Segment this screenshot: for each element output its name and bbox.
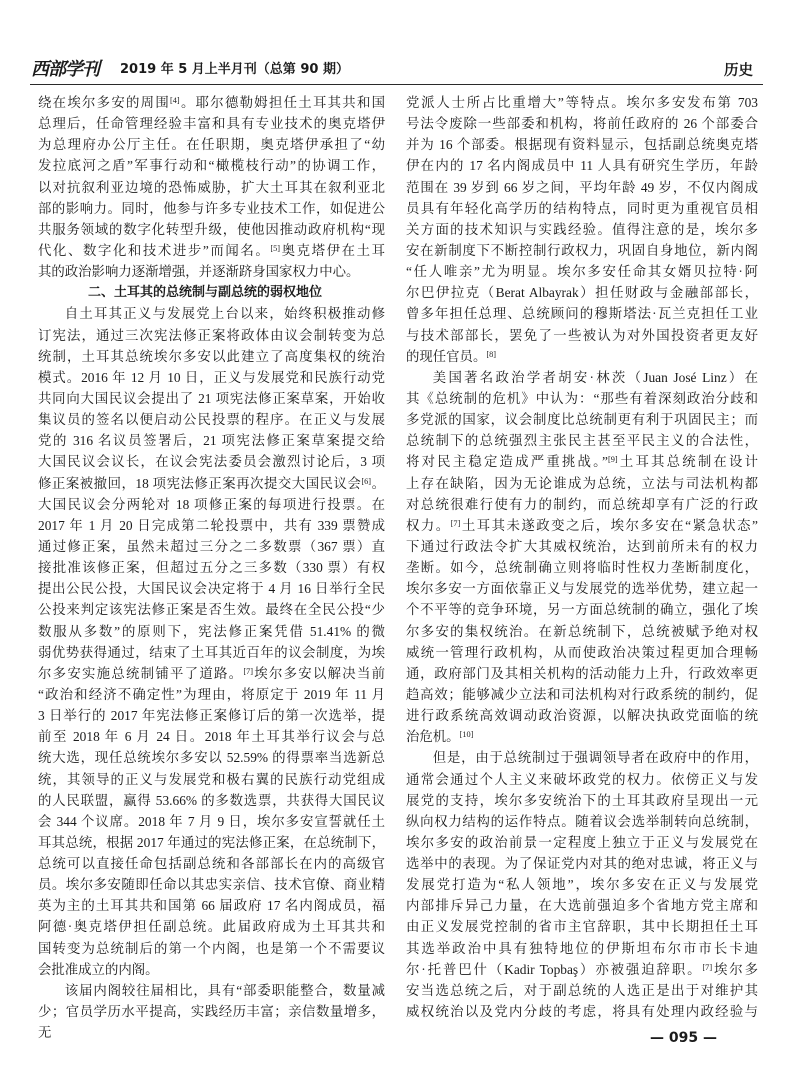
text-line: 国转变为总统制后的第一个内阁，也是第一个不需要议	[38, 940, 385, 956]
text-line: 个不平等的竞争环境，另一方面总统制的确立，强化了埃	[406, 602, 758, 618]
text-line: 接批准该修正案，但超过五分之三多数（330 票）有权	[38, 560, 385, 576]
text-line: 关方面的技术知识与实践经验。值得注意的是，埃尔多	[406, 221, 758, 237]
citation-marker: [7]	[702, 962, 713, 972]
text-line: 纵向权力结构的运作特点。随着议会选举制转向总统制，	[406, 813, 758, 829]
text-line: 尔多安实施总统制铺平了道路。[7]埃尔多安以解决当前	[38, 665, 386, 681]
text-line: 为总理府办公厅主任。在任职期，奥克塔伊承担了“幼	[38, 137, 385, 153]
text-line: 共服务领域的数字化转型升级，使他因推动政府机构“现	[38, 221, 385, 237]
text-line: 集议员的签名以便启动公民投票的程序。在正义与发展	[38, 412, 385, 428]
text-line: 其的政治影响力逐渐增强，并逐渐跻身国家权力中心。	[38, 264, 360, 280]
text-line: 总统制下的总统强烈主张民主甚至平民主义的合法性，	[406, 433, 758, 449]
text-line: 统制，土耳其总统埃尔多安以此建立了高度集权的统治	[38, 348, 385, 364]
text-line: 通，政府部门及其相关机构的活动能力上升，行政效率更	[406, 665, 758, 681]
citation-marker: [4]	[170, 95, 180, 105]
text-line: 前至 2018 年 6 月 24 日。2018 年土耳其举行议会与总	[38, 729, 385, 745]
text-line: 2017 年 1 月 20 日完成第二轮投票中，共有 339 票赞成	[38, 517, 385, 533]
text-line: 自土耳其正义与发展党上台以来，始终积极推动修	[64, 306, 385, 322]
text-line: 将对民主稳定造成严重挑战。”[9]土耳其总统制在设计	[406, 454, 758, 470]
text-line: “政治和经济不确定性”为理由，将原定于 2019 年 11 月	[38, 686, 385, 702]
text-line: 以对抗叙利亚边境的恐怖威胁，扩大土耳其在叙利亚北	[38, 179, 385, 195]
text-line: 共同向大国民议会提出了 21 项宪法修正案草案，开始收	[38, 390, 385, 406]
text-line: 阿德·奥克塔伊担任副总统。此届政府成为土耳其共和	[38, 919, 385, 935]
text-line: 部的影响力。同时，他参与许多专业技术工作，如促进公	[38, 200, 385, 216]
text-line: 3 日举行的 2017 年宪法修正案修订后的第一次选举，提	[38, 708, 385, 724]
text-line: 总统可以直接任命包括副总统和各部部长在内的高级官	[38, 856, 385, 872]
running-header	[30, 57, 763, 85]
text-line: 党派人士所占比重增大”等特点。埃尔多安发布第 703	[406, 95, 758, 110]
text-line: 提出公民公投，大国民议会决定将于 4 月 16 日举行全民	[38, 581, 385, 597]
text-line: 但是，由于总统制过于强调领导者在政府中的作用，	[432, 750, 758, 766]
text-line: 总理后，任命管理经验丰富和具有专业技术的奥克塔伊	[38, 116, 385, 132]
paragraph	[38, 303, 385, 980]
text-line: 安在新制度下不断控制行政权力，巩固自身地位，新内阁	[406, 242, 758, 258]
text-line: 统大选，现任总统埃尔多安以 52.59% 的得票率当选新总	[38, 750, 385, 766]
text-line: 其《总统制的危机》中认为：“那些有着深刻政治分歧和	[406, 390, 758, 406]
text-line: 曾多年担任总理、总统顾问的穆斯塔法·瓦兰克担任工业	[406, 306, 758, 322]
text-line: 尔巴伊拉克（Berat Albayrak）担任财政与金融部部长，	[406, 285, 758, 301]
text-line: 下通过行政法令扩大其威权统治，达到前所未有的权力	[406, 538, 758, 554]
citation-marker: [9]	[607, 455, 618, 465]
citation-marker: [7]	[450, 518, 461, 528]
section-heading	[38, 282, 385, 303]
text-line: 权力。[7]土耳其未遂政变之后，埃尔多安在“紧急状态”	[406, 517, 759, 533]
text-line: 尔·托普巴什（Kadir Topbaş）亦被强迫辞职。[7]埃尔多	[406, 961, 758, 977]
text-line: 威权统治以及党内分歧的考虑，将具有处理内政经验与	[406, 1004, 758, 1020]
text-line: “任人唯亲”尤为明显。埃尔多安任命其女婿贝拉特·阿	[406, 264, 758, 280]
page-number: — 095 —	[650, 1030, 717, 1046]
text-line: 并为 16 个部委。根据现有资料显示，包括副总统奥克塔	[406, 137, 758, 153]
issue-info: 2019 年 5 月上半月刊（总第 90 期）	[120, 62, 349, 77]
text-line: 趋高效；能够减少立法和司法机构对行政系统的制约，促	[406, 686, 758, 702]
section-heading-text: 二、土耳其的总统制与副总统的弱权地位	[88, 285, 323, 301]
text-line: 其选举政治中具有独特地位的伊斯坦布尔市市长卡迪	[406, 940, 758, 956]
text-line: 代化、数字化和技术进步”而闻名。[5]奥克塔伊在土耳	[38, 242, 386, 258]
right-column	[406, 92, 758, 1022]
text-line: 少；官员学历水平提高，实践经历丰富；亲信数量增多，无	[38, 1004, 385, 1041]
text-line: 数服从多数”的原则下，宪法修正案凭借 51.41% 的微	[38, 623, 385, 639]
text-line: 内部排斥异己力量，在大选前强迫多个省地方党主席和	[406, 898, 758, 914]
text-line: 由正义发展党控制的省市主官辞职，其中长期担任土耳	[406, 919, 758, 935]
text-line: 的现任官员。[8]	[406, 348, 497, 364]
text-line: 会 344 个议席。2018 年 7 月 9 日，埃尔多安宣誓就任土	[38, 813, 385, 829]
text-line: 范围在 39 岁到 66 岁之间，平均年龄 49 岁，不仅内阁成	[406, 179, 758, 195]
left-column	[38, 92, 386, 1041]
text-line: 与技术部部长，罢免了一些被认为对外国投资者更友好	[406, 327, 758, 343]
text-line: 员具有年轻化高学历的结构特点，同时更为重视官员相	[406, 200, 758, 216]
text-line: 美国著名政治学者胡安·林茨（Juan José Linz）在	[432, 369, 758, 385]
text-line: 发展党打造为“私人领地”，埃尔多安在正义与发展党	[406, 877, 758, 893]
text-line: 该届内阁较往届相比，具有“部委职能整合，数量减	[64, 982, 385, 998]
text-line: 修正案被撤回，18 项宪法修正案再次提交大国民议会[6]。	[38, 475, 385, 491]
text-line: 统，其领导的正义与发展党和极右翼的民族行动党组成	[38, 771, 385, 787]
text-line: 垄断。如今，总统制确立则将临时性权力垄断制度化，	[406, 560, 758, 576]
citation-marker: [6]	[361, 476, 372, 486]
text-line: 大国民议会议长，在议会宪法委员会激烈讨论后，3 项	[38, 454, 385, 470]
citation-marker: [5]	[270, 243, 281, 253]
text-line: 发拉底河之盾”军事行动和“橄榄枝行动”的协调工作，	[38, 158, 385, 174]
text-line: 英为主的土耳其共和国第 66 届政府 17 名内阁成员，福	[38, 898, 385, 914]
text-line: 通过修正案，虽然未超过三分之二多数票（367 票）直	[38, 538, 385, 554]
text-line: 订宪法，通过三次宪法修正案将政体由议会制转变为总	[38, 327, 385, 343]
text-line: 选举中的表现。为了保证党内对其的绝对忠诚，将正义与	[406, 856, 758, 872]
text-line: 耳其总统，根据 2017 年通过的宪法修正案，在总统制下，	[38, 834, 385, 850]
citation-marker: [7]	[243, 666, 254, 676]
text-line: 进行政系统高效调动政治资源，以解决执政党面临的统	[406, 708, 758, 724]
paragraph	[406, 747, 758, 1022]
text-line: 尔多安的集权统治。在新总统制下，总统被赋予绝对权	[406, 623, 758, 639]
text-line: 大国民议会分两轮对 18 项修正案的每项进行投票。在	[38, 496, 385, 512]
text-line: 展党的支持，埃尔多安统治下的土耳其政府呈现出一元	[406, 792, 758, 808]
text-line: 员。埃尔多安随即任命以其忠实亲信、技术官僚、商业精	[38, 877, 385, 893]
text-line: 模式。2016 年 12 月 10 日，正义与发展党和民族行动党	[38, 369, 385, 385]
paragraph-continued	[38, 92, 385, 282]
text-line: 埃尔多安的政治前景一定程度上独立于正义与发展党在	[406, 834, 758, 850]
paragraph	[406, 367, 758, 748]
text-line: 弱优势获得通过，结束了土耳其近百年的议会制度，为埃	[38, 644, 385, 660]
text-line: 埃尔多安一方面依靠正义与发展党的选举优势，建立起一	[406, 581, 758, 597]
text-line: 对总统很难行使有力的制约，而总统却享有广泛的行政	[406, 496, 758, 512]
journal-logo: 西部学刊	[31, 59, 99, 80]
text-line: 党的 316 名议员签署后，21 项宪法修正案草案提交给	[38, 433, 385, 449]
text-line: 会批准成立的内阁。	[38, 961, 159, 977]
text-line: 治危机。[10]	[406, 729, 474, 745]
text-line: 号法令废除一些部委和机构，将前任政府的 26 个部委合	[406, 116, 758, 132]
text-line: 公投来判定该宪法修正案是否生效。最终在全民公投“少	[38, 602, 385, 618]
text-line: 多党派的国家，议会制度比总统制更有利于巩固民主；而	[406, 412, 758, 428]
citation-marker: [8]	[486, 349, 497, 359]
text-line: 上存在缺陷，因为无论谁成为总统，立法与司法机构都	[406, 475, 758, 491]
text-line: 威统一管理行政机构，从而使政治决策过程更加合理畅	[406, 644, 758, 660]
text-line: 伊在内的 17 名内阁成员中 11 人具有研究生学历，年龄	[406, 158, 758, 174]
paragraph	[38, 980, 385, 1041]
paragraph-continued	[406, 92, 758, 367]
text-line: 绕在埃尔多安的周围[4]。耶尔德勒姆担任土耳其共和国	[38, 95, 386, 110]
citation-marker: [10]	[459, 730, 474, 740]
text-line: 通常会通过个人主义来破坏政党的权力。依傍正义与发	[406, 771, 758, 787]
text-line: 的人民联盟，赢得 53.66% 的多数选票，共获得大国民议	[38, 792, 385, 808]
text-line: 安当选总统之后，对于副总统的人选正是出于对维护其	[406, 982, 758, 998]
section-label: 历史	[724, 63, 753, 79]
